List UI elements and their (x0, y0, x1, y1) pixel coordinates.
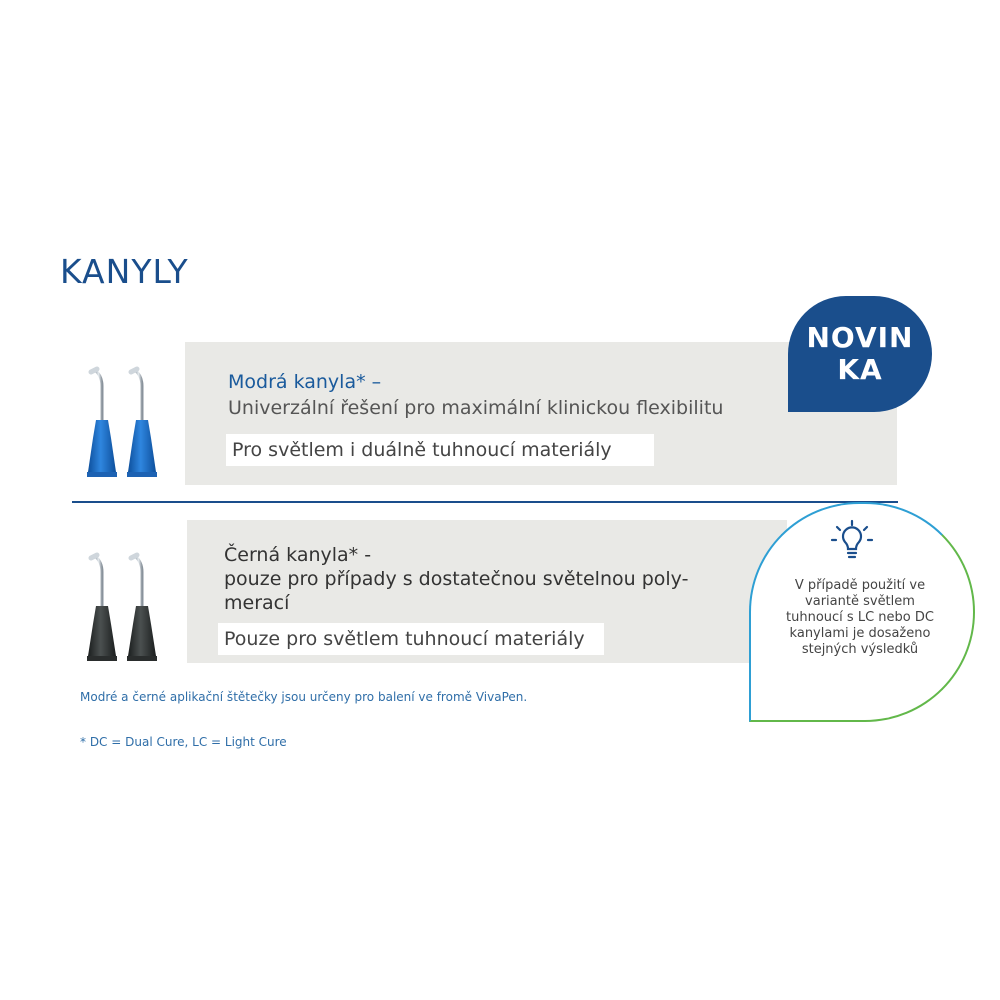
blue-cannula-subtitle: Univerzální řešení pro maximální klinickou flexibilitu (228, 397, 724, 419)
cure-footnote: * DC = Dual Cure, LC = Light Cure (80, 735, 287, 749)
new-badge-line1: NOVIN (806, 321, 914, 354)
tip-text: V případě použití ve variantě světlem tuhnoucí s LC nebo DC kanylami je dosaženo stejných výsledků (786, 578, 934, 657)
new-badge (788, 296, 932, 412)
section-title: KANYLY (60, 252, 189, 291)
section-divider (72, 501, 898, 503)
blue-cannula-tag: Pro světlem i duálně tuhnoucí materiály (226, 434, 654, 466)
black-cannula-line3: merací (224, 592, 290, 614)
lightbulb-icon (829, 518, 875, 564)
black-cannula-tag: Pouze pro světlem tuhnoucí materiály (218, 623, 604, 655)
black-cannula-tips-image (78, 548, 178, 670)
black-cannula-heading: Černá kanyla* - (224, 544, 372, 566)
new-badge-line2: KA (837, 353, 883, 386)
vivapen-note: Modré a černé aplikační štětečky jsou určeny pro balení ve fromě VivaPen. (80, 690, 528, 704)
black-cannula-description (224, 543, 744, 615)
black-cannula-line2: pouze pro případy s dostatečnou světelnou poly- (224, 568, 689, 590)
blue-cannula-tips-image (78, 364, 178, 486)
blue-cannula-heading: Modrá kanyla* – (228, 371, 382, 393)
